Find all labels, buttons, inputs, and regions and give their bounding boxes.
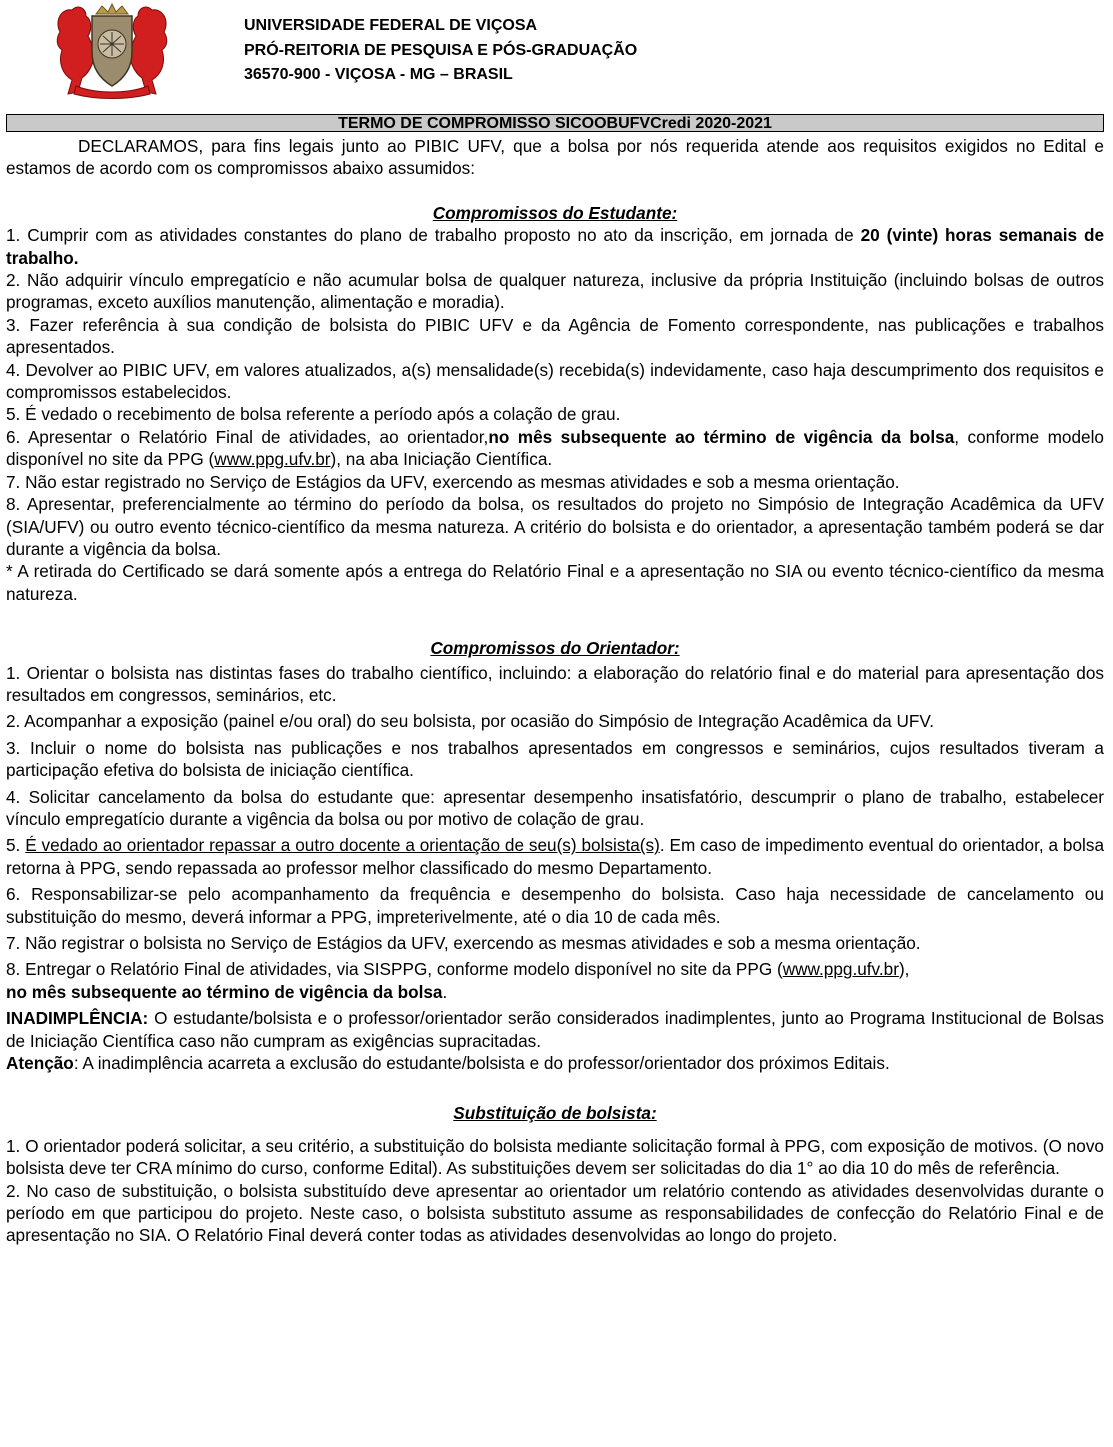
student-item-1: 1. Cumprir com as atividades constantes do plano de trabalho proposto no ato da inscrição, em jornada de 20 (vinte) horas semanais de trabalho.: [6, 225, 1105, 268]
advisor-commitments-heading: Compromissos do Orientador:: [430, 638, 680, 659]
student-item-2: 2. Não adquirir vínculo empregatício e não acumular bolsa de qualquer natureza, inclusive da própria Instituição (incluindo bolsas de outros programas, exceto auxílios manutenção, alimentação e moradia).: [6, 270, 1104, 313]
advisor-item-8: 8. Entregar o Relatório Final de atividades, via SISPPG, conforme modelo disponível no site da PPG (www.ppg.ufv.br), no mês subsequente ao término de vigência da bolsa.: [6, 959, 910, 1002]
substitution-heading: Substituição de bolsista:: [453, 1103, 657, 1124]
advisor-item-3: 3. Incluir o nome do bolsista nas publicações e nos trabalhos apresentados em congressos e seminários, cujos resultados tiveram a participação efetiva do bolsista de iniciação científica.: [6, 737, 1104, 781]
advisor-item-7: 7. Não registrar o bolsista no Serviço de Estágios da UFV, exercendo as mesmas atividades e sob a mesma orientação.: [6, 933, 921, 953]
student-certificate-note: * A retirada do Certificado se dará somente após a entrega do Relatório Final e a apresentação no SIA ou evento técnico-científico da mesma natureza.: [6, 561, 1104, 604]
advisor-item-2: 2. Acompanhar a exposição (painel e/ou oral) do seu bolsista, por ocasião do Simpósio de Integração Acadêmica da UFV.: [6, 711, 935, 732]
student-item-4: 4. Devolver ao PIBIC UFV, em valores atualizados, a(s) mensalidade(s) recebida(s) indevidamente, caso haja descumprimento dos requisitos e compromissos estabelecidos.: [6, 359, 1104, 403]
advisor-item-6: 6. Responsabilizar-se pelo acompanhamento da frequência e desempenho do bolsista. Caso haja necessidade de cancelamento ou substituição do mesmo, deverá informar a PPG, impreterivelmente, até o dia 10 de cada mês.: [6, 884, 1104, 927]
student-item-7: 7. Não estar registrado no Serviço de Estágios da UFV, exercendo as mesmas atividades e sob a mesma orientação.: [6, 471, 900, 492]
advisor-item-4: 4. Solicitar cancelamento da bolsa do estudante que: apresentar desempenho insatisfatório, descumprir o plano de trabalho, estabelecer vínculo empregatício durante a vigência da bolsa ou por motivo de colação de grau.: [6, 786, 1104, 829]
substitution-item-2: 2. No caso de substituição, o bolsista substituído deve apresentar ao orientador um relatório contendo as atividades desenvolvidas durante o período em que participou do projeto. Neste caso, o bolsista substituto assume as responsabilidades de confecção do Relatório Final e de apresentação no SIA. O Relatório Final deverá conter todas as atividades desenvolvidas ao longo do projeto.: [6, 1180, 1104, 1246]
declaration-paragraph: DECLARAMOS, para fins legais junto ao PIBIC UFV, que a bolsa por nós requerida atende aos requisitos exigidos no Edital e estamos de acordo com os compromissos abaixo assumidos:: [6, 136, 1104, 179]
student-commitments-heading: Compromissos do Estudante:: [432, 202, 678, 223]
institution-address: 36570-900 - VIÇOSA - MG – BRASIL: [244, 66, 513, 83]
student-item-3: 3. Fazer referência à sua condição de bolsista do PIBIC UFV e da Agência de Fomento correspondente, nas publicações e trabalhos apresentados.: [6, 314, 1104, 358]
advisor-item-5: 5. É vedado ao orientador repassar a outro docente a orientação de seu(s) bolsista(s). Em caso de impedimento eventual do orientador, a bolsa retorna à PPG, sendo repassada ao professor melhor classificado do mesmo Departamento.: [6, 835, 1105, 878]
advisor-items: [6, 662, 1104, 1004]
department-name: PRÓ-REITORIA DE PESQUISA E PÓS-GRADUAÇÃO: [244, 41, 638, 59]
institution-block: [244, 14, 637, 88]
attention-paragraph: Atenção: A inadimplência acarreta a exclusão do estudante/bolsista e do professor/orientador dos próximos Editais.: [6, 1053, 890, 1074]
ppg-site-link[interactable]: www.ppg.ufv.br: [214, 449, 331, 470]
document-title: TERMO DE COMPROMISSO SICOOBUFVCredi 2020-2021: [6, 114, 1104, 132]
student-item-8: 8. Apresentar, preferencialmente ao término do período da bolsa, os resultados do projeto no Simpósio de Integração Acadêmica da UFV (SIA/UFV) ou outro evento técnico-científico da mesma natureza. A critério do bolsista e do orientador, a apresentação também poderá se dar durante a vigência da bolsa.: [6, 494, 1104, 559]
default-paragraph: INADIMPLÊNCIA: O estudante/bolsista e o professor/orientador serão considerados inadimplentes, junto ao Programa Institucional de Bolsas de Iniciação Científica caso não cumpram as exigências supracitadas.: [6, 1008, 1104, 1051]
ppg-site-link[interactable]: www.ppg.ufv.br: [782, 959, 899, 980]
ufv-coat-of-arms-icon: [52, 2, 172, 100]
substitution-item-1: 1. O orientador poderá solicitar, a seu critério, a substituição do bolsista mediante solicitação formal à PPG, com exposição de motivos. (O novo bolsista deve ter CRA mínimo do curso, conforme Edital). As substituições devem ser solicitadas do dia 1° ao dia 10 do mês de referência.: [6, 1135, 1104, 1179]
document-body: [6, 135, 1104, 1247]
document-header: [0, 0, 1113, 112]
student-item-5: 5. É vedado o recebimento de bolsa referente a período após a colação de grau.: [6, 404, 621, 425]
advisor-item-1: 1. Orientar o bolsista nas distintas fases do trabalho científico, incluindo: a elaboração do relatório final e do material para apresentação dos resultados em congressos, seminários, etc.: [6, 662, 1104, 705]
institution-name: UNIVERSIDADE FEDERAL DE VIÇOSA: [244, 17, 538, 34]
student-item-6: 6. Apresentar o Relatório Final de atividades, ao orientador,no mês subsequente ao término de vigência da bolsa, conforme modelo disponível no site da PPG (www.ppg.ufv.br), na aba Iniciação Científica.: [6, 426, 1104, 470]
